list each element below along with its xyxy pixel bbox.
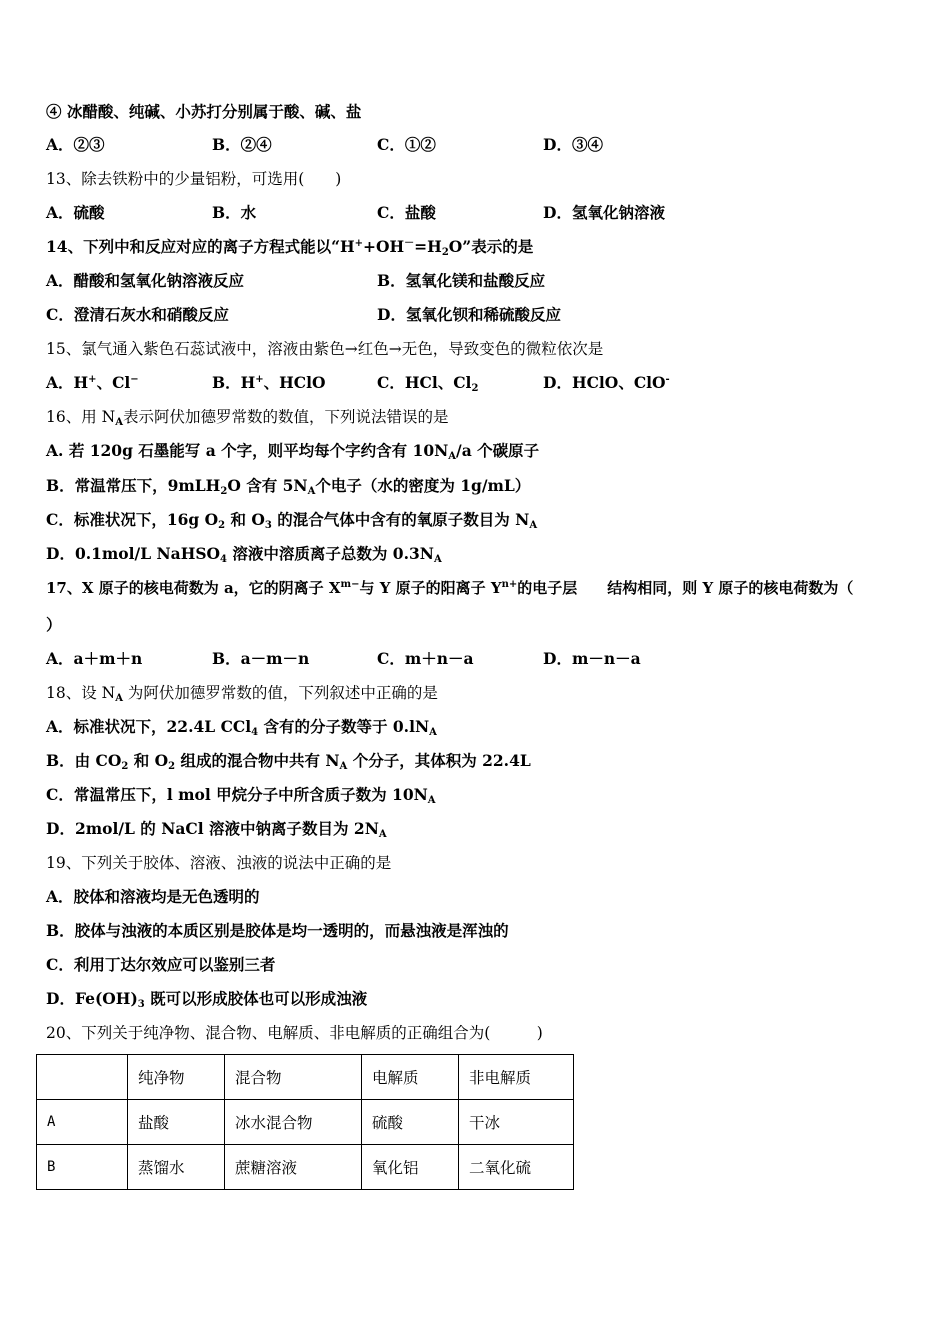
q16-option-a: [46, 441, 539, 461]
q18-option-c-sub: A: [427, 795, 436, 806]
q16-option-b: [46, 476, 530, 496]
q15-option-b: [212, 373, 326, 393]
q15-option-a-text: 、Cl: [96, 373, 131, 392]
table-row: [37, 1100, 574, 1145]
table-cell: 盐酸: [128, 1100, 225, 1145]
q16-option-d-sub: A: [433, 554, 442, 565]
q18-option-d: [46, 819, 387, 839]
q19-option-d-sub: 3: [137, 999, 145, 1010]
table-header-row: [37, 1055, 574, 1100]
q17-stem-sup: n+: [501, 579, 518, 590]
q15-stem: 15、氯气通入紫色石蕊试液中，溶液由紫色→红色→无色，导致变色的微粒依次是: [46, 340, 604, 358]
q16-option-b-text: B．常温常压下，9mLH: [46, 476, 221, 495]
q15-option-c-sub: 2: [471, 383, 479, 394]
q14-stem-text: O”表示的是: [448, 237, 534, 256]
q18-option-a: [46, 717, 437, 737]
q16-option-c-text: 和 O: [225, 510, 265, 529]
q17-stem-sup: m−: [340, 579, 360, 590]
q19-option-b: B．胶体与浊液的本质区别是胶体是均一透明的，而悬浊液是浑浊的: [46, 921, 509, 940]
q14-stem: [46, 237, 533, 257]
q14-option-a: A．醋酸和氢氧化钠溶液反应: [46, 271, 245, 290]
q16-stem: [46, 407, 449, 427]
q16-option-a-sub: A: [448, 451, 457, 462]
q12-option-b: B．②④: [212, 135, 272, 154]
q18-stem-text: 为阿伏加德罗常数的值，下列叙述中正确的是: [122, 684, 438, 702]
q15-option-d-text: D．HClO、ClO: [543, 373, 666, 392]
q18-option-d-sub: A: [378, 829, 387, 840]
q16-option-c-sub: 2: [218, 520, 226, 531]
q18-option-d-text: D．2mol/L 的 NaCl 溶液中钠离子数目为 2N: [46, 819, 379, 838]
q18-option-b: [46, 751, 531, 771]
q17-stem-text: 17、X 原子的核电荷数为 a，它的阴离子 X: [46, 579, 341, 597]
q14-stem-text: 14、下列中和反应对应的离子方程式能以“H: [46, 237, 355, 256]
table-header-cell: 电解质: [362, 1055, 459, 1100]
q18-option-a-text: 含有的分子数等于 0.lN: [258, 717, 430, 736]
q17-option-c: C．m＋n－a: [377, 649, 474, 668]
q18-option-b-sub: 2: [121, 761, 129, 772]
q15-option-a: [46, 373, 139, 393]
table-header-cell: 纯净物: [128, 1055, 225, 1100]
table-cell: 氧化铝: [362, 1145, 459, 1190]
q18-option-b-text: B．由 CO: [46, 751, 122, 770]
q17-option-b: B．a－m－n: [212, 649, 310, 668]
q16-option-a-text: /a 个碳原子: [456, 441, 540, 460]
q18-stem-sub: A: [115, 693, 123, 704]
q15-option-d: [543, 373, 670, 393]
q15-option-a-sup: +: [88, 374, 97, 385]
q12-option-a: A．②③: [46, 135, 105, 154]
q14-stem-text: +OH: [363, 237, 405, 256]
q19-stem: 19、下列关于胶体、溶液、浊液的说法中正确的是: [46, 854, 392, 872]
q16-option-c-sub: A: [529, 520, 538, 531]
q14-sup-minus: －: [404, 238, 415, 249]
q17-stem: [46, 578, 853, 598]
q17-option-a: A．a＋m＋n: [46, 649, 143, 668]
q18-option-c: [46, 785, 436, 805]
q16-option-d-text: 溶液中溶质离子总数为 0.3N: [227, 544, 434, 563]
q14-sup-plus: +: [354, 238, 364, 249]
table-cell: 硫酸: [362, 1100, 459, 1145]
q13-option-b: B．水: [212, 203, 257, 222]
q18-option-b-text: 个分子，其体积为 22.4L: [347, 751, 531, 770]
q16-option-a-text: A. 若 120g 石墨能写 a 个字，则平均每个字约含有 10N: [46, 441, 449, 460]
q16-stem-text: 表示阿伏加德罗常数的数值，下列说法错误的是: [122, 408, 449, 426]
q19-option-d-text: D．Fe(OH): [46, 989, 138, 1008]
q15-option-b-sup: +: [255, 374, 264, 385]
q14-option-d: D．氢氧化钡和稀硫酸反应: [377, 305, 561, 324]
q20-stem: 20、下列关于纯净物、混合物、电解质、非电解质的正确组合为( ): [46, 1024, 543, 1042]
q18-option-c-text: C．常温常压下，l mol 甲烷分子中所含质子数为 10N: [46, 785, 428, 804]
q12-option-c: C．①②: [377, 135, 436, 154]
q13-stem: 13、除去铁粉中的少量铝粉，可选用( ): [46, 170, 342, 188]
q19-option-d-text: 既可以形成胶体也可以形成浊液: [144, 989, 368, 1008]
q15-option-a-text: A．H: [46, 373, 89, 392]
q13-option-d: D．氢氧化钠溶液: [543, 203, 665, 222]
q19-option-d: [46, 989, 367, 1009]
q18-option-a-text: A．标准状况下，22.4L CCl: [46, 717, 252, 736]
table-cell: 蒸馏水: [128, 1145, 225, 1190]
table-cell: B: [37, 1145, 128, 1190]
q14-option-c: C．澄清石灰水和硝酸反应: [46, 305, 229, 324]
q15-option-b-text: 、HClO: [263, 373, 326, 392]
table-header-cell: 混合物: [225, 1055, 362, 1100]
q17-option-d: D．m－n－a: [543, 649, 641, 668]
q16-option-b-text: O 含有 5N: [227, 476, 308, 495]
q18-option-a-sub: 4: [251, 727, 259, 738]
q18-option-b-text: 组成的混合物中共有 N: [175, 751, 340, 770]
table-cell: A: [37, 1100, 128, 1145]
q16-option-d-sub: 4: [220, 554, 228, 565]
q14-sub-2: 2: [441, 247, 449, 258]
q16-stem-text: 16、用 N: [46, 408, 116, 426]
q16-option-b-sub: 2: [220, 486, 228, 497]
q15-option-d-sup: -: [665, 374, 670, 385]
q15-option-a-sup: −: [130, 374, 139, 385]
table-row: [37, 1145, 574, 1190]
q16-option-d: [46, 544, 442, 564]
table-cell: 冰水混合物: [225, 1100, 362, 1145]
q20-table: [36, 1054, 574, 1190]
q17-stem-text: 的电子层 结构相同，则 Y 原子的核电荷数为（: [517, 579, 854, 597]
q16-option-b-sub: A: [307, 486, 316, 497]
q18-stem-text: 18、设 N: [46, 684, 116, 702]
q19-option-a: A．胶体和溶液均是无色透明的: [46, 887, 260, 906]
q16-option-d-text: D．0.1mol/L NaHSO: [46, 544, 221, 563]
q14-stem-text: =H: [414, 237, 442, 256]
q18-option-b-text: 和 O: [128, 751, 169, 770]
q15-option-c: [377, 373, 478, 393]
q14-option-b: B．氢氧化镁和盐酸反应: [377, 271, 546, 290]
q16-option-b-text: 个电子（水的密度为 1g/mL）: [315, 476, 531, 495]
q12-option-d: D．③④: [543, 135, 603, 154]
q15-option-b-text: B．H: [212, 373, 256, 392]
q16-option-c-sub: 3: [264, 520, 272, 531]
q12-item4: ④ 冰醋酸、纯碱、小苏打分别属于酸、碱、盐: [46, 102, 362, 121]
q15-option-c-text: C．HCl、Cl: [377, 373, 472, 392]
table-cell: 蔗糖溶液: [225, 1145, 362, 1190]
q18-option-b-sub: A: [339, 761, 348, 772]
q18-option-b-sub: 2: [168, 761, 176, 772]
q16-option-c: [46, 510, 537, 530]
q16-option-c-text: C．标准状况下，16g O: [46, 510, 219, 529]
q19-option-c: C．利用丁达尔效应可以鉴别三者: [46, 955, 276, 974]
q16-stem-sub: A: [115, 417, 123, 428]
q17-stem-text: 与 Y 原子的阳离子 Y: [359, 579, 502, 597]
table-header-cell: 非电解质: [459, 1055, 574, 1100]
q18-option-a-sub: A: [429, 727, 437, 738]
table-cell: 干冰: [459, 1100, 574, 1145]
q16-option-c-text: 的混合气体中含有的氧原子数目为 N: [271, 510, 530, 529]
q13-option-c: C．盐酸: [377, 203, 436, 222]
q18-stem: [46, 683, 438, 703]
table-cell: 二氧化硫: [459, 1145, 574, 1190]
table-header-cell: [37, 1055, 128, 1100]
q17-stem-end: ）: [46, 615, 62, 634]
q13-option-a: A．硫酸: [46, 203, 105, 222]
